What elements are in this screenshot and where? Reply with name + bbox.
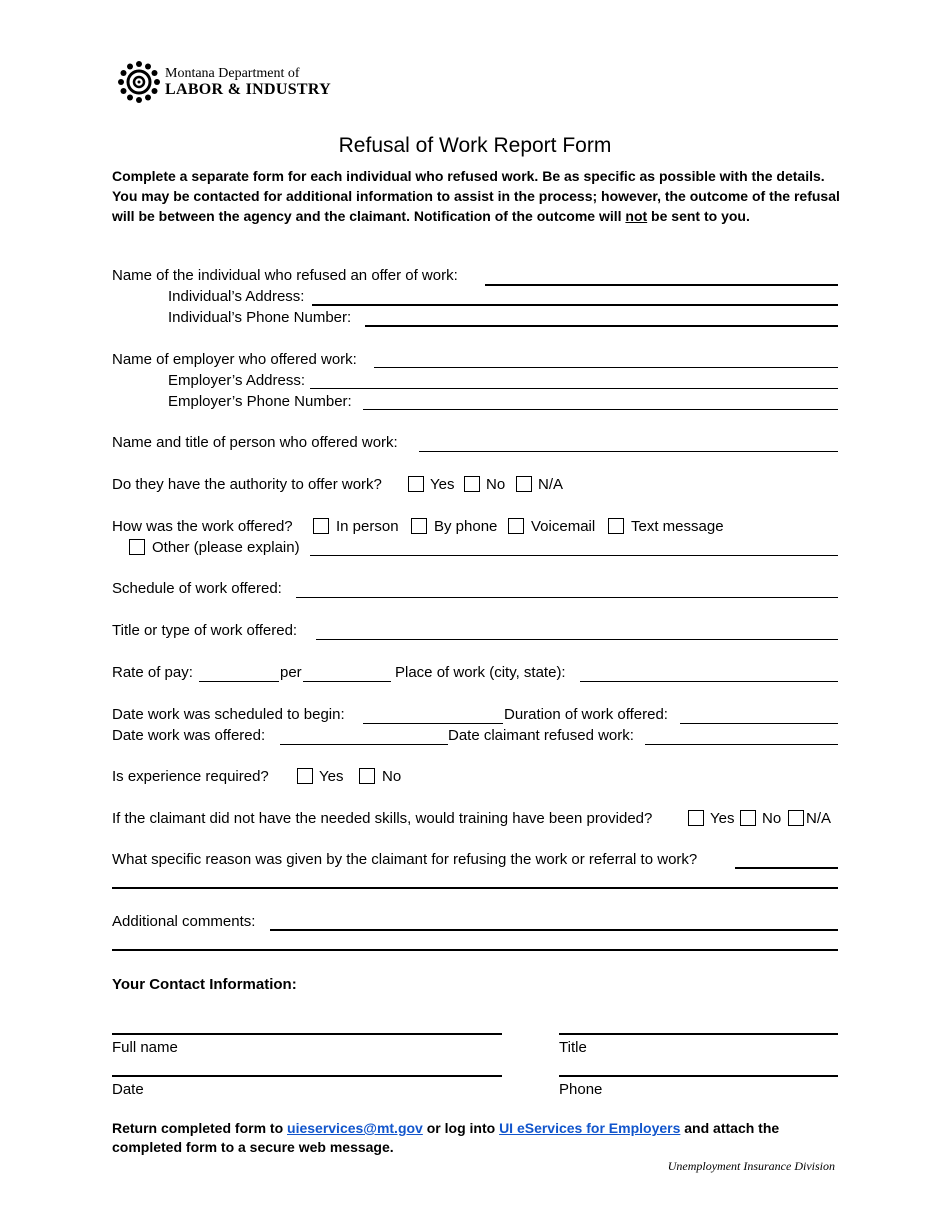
eservices-link[interactable]: UI eServices for Employers <box>499 1120 681 1136</box>
duration-field[interactable] <box>680 723 838 724</box>
in-person-checkbox[interactable] <box>313 518 329 534</box>
date-refused-field[interactable] <box>645 744 838 745</box>
text-message-checkbox[interactable] <box>608 518 624 534</box>
date-refused-label: Date claimant refused work: <box>448 727 634 744</box>
title-type-field[interactable] <box>316 639 838 640</box>
email-link[interactable]: uieservices@mt.gov <box>287 1120 423 1136</box>
authority-no-checkbox[interactable] <box>464 476 480 492</box>
training-no-label: No <box>762 810 782 827</box>
other-explain-field[interactable] <box>310 555 838 556</box>
title-type-label: Title or type of work offered: <box>112 622 298 639</box>
authority-yes-checkbox[interactable] <box>408 476 424 492</box>
other-checkbox[interactable] <box>129 539 145 555</box>
footer-text-2: or log into <box>422 1120 500 1136</box>
individual-address-field[interactable] <box>312 304 838 306</box>
footer-instructions <box>112 1119 842 1157</box>
page-title: Refusal of Work Report Form <box>338 134 612 157</box>
intro-text-1: Complete a separate form for each individual who refused work. Be as specific as possible with the details. You may be contacted for additional information to assist in the process; however, the outcome of the refusal will be between the agency and the claimant. Notification of the outcome will <box>112 168 840 224</box>
voicemail-label: Voicemail <box>531 518 596 535</box>
voicemail-checkbox[interactable] <box>508 518 524 534</box>
phone-field[interactable] <box>559 1075 838 1077</box>
department-seal-icon <box>115 60 163 104</box>
logo <box>115 60 163 104</box>
date-field[interactable] <box>112 1075 502 1077</box>
per-label: per <box>280 664 302 681</box>
employer-address-field[interactable] <box>310 388 838 389</box>
place-of-work-label: Place of work (city, state): <box>395 664 566 681</box>
authority-na-checkbox[interactable] <box>516 476 532 492</box>
employer-phone-field[interactable] <box>363 409 838 410</box>
offerer-name-title-field[interactable] <box>419 451 838 452</box>
duration-label: Duration of work offered: <box>504 706 668 723</box>
other-label: Other (please explain) <box>152 539 300 556</box>
title-field[interactable] <box>559 1033 838 1035</box>
per-field[interactable] <box>303 681 391 682</box>
authority-no-label: No <box>486 476 506 493</box>
reason-field-line-2[interactable] <box>112 887 838 889</box>
training-na-checkbox[interactable] <box>788 810 804 826</box>
reason-field[interactable] <box>735 867 838 869</box>
individual-name-field[interactable] <box>485 284 838 286</box>
training-na-label: N/A <box>806 810 832 827</box>
date-label: Date <box>112 1081 144 1098</box>
additional-comments-label: Additional comments: <box>112 913 256 930</box>
authority-question: Do they have the authority to offer work? <box>112 476 382 493</box>
place-of-work-field[interactable] <box>580 681 838 682</box>
rate-of-pay-label: Rate of pay: <box>112 664 193 681</box>
title-label: Title <box>559 1039 587 1056</box>
employer-name-label: Name of employer who offered work: <box>112 351 357 368</box>
experience-yes-label: Yes <box>319 768 344 785</box>
training-no-checkbox[interactable] <box>740 810 756 826</box>
offerer-name-title-label: Name and title of person who offered work: <box>112 434 398 451</box>
footer-text-3: and attach the completed form to a secure web message. <box>112 1120 780 1155</box>
training-yes-label: Yes <box>710 810 735 827</box>
additional-comments-field[interactable] <box>270 929 838 931</box>
date-offered-label: Date work was offered: <box>112 727 266 744</box>
additional-comments-field-line-2[interactable] <box>112 949 838 951</box>
date-begin-label: Date work was scheduled to begin: <box>112 706 345 723</box>
footer-text-1: Return completed form to <box>112 1120 288 1136</box>
intro-emphasis: not <box>625 208 648 224</box>
experience-question: Is experience required? <box>112 768 269 785</box>
date-offered-field[interactable] <box>280 744 448 745</box>
individual-address-label: Individual’s Address: <box>168 288 305 305</box>
experience-no-label: No <box>382 768 402 785</box>
employer-phone-label: Employer’s Phone Number: <box>168 393 352 410</box>
division-name: Unemployment Insurance Division <box>667 1159 835 1173</box>
reason-question: What specific reason was given by the claimant for refusing the work or referral to work? <box>112 851 698 868</box>
schedule-label: Schedule of work offered: <box>112 580 282 597</box>
experience-yes-checkbox[interactable] <box>297 768 313 784</box>
employer-name-field[interactable] <box>374 367 838 368</box>
experience-no-checkbox[interactable] <box>359 768 375 784</box>
by-phone-label: By phone <box>434 518 498 535</box>
training-yes-checkbox[interactable] <box>688 810 704 826</box>
intro-paragraph <box>112 166 842 226</box>
rate-of-pay-field[interactable] <box>199 681 279 682</box>
employer-address-label: Employer’s Address: <box>168 372 306 389</box>
intro-text-2: be sent to you. <box>647 208 750 224</box>
individual-phone-label: Individual’s Phone Number: <box>168 309 352 326</box>
full-name-label: Full name <box>112 1039 178 1056</box>
logo-line-1: Montana Department of <box>165 66 300 81</box>
by-phone-checkbox[interactable] <box>411 518 427 534</box>
schedule-field[interactable] <box>296 597 838 598</box>
how-offered-question: How was the work offered? <box>112 518 293 535</box>
in-person-label: In person <box>336 518 399 535</box>
training-question: If the claimant did not have the needed skills, would training have been provided? <box>112 810 653 827</box>
text-message-label: Text message <box>631 518 724 535</box>
individual-phone-field[interactable] <box>365 325 838 327</box>
individual-name-label: Name of the individual who refused an offer of work: <box>112 267 458 284</box>
full-name-field[interactable] <box>112 1033 502 1035</box>
contact-heading: Your Contact Information: <box>112 976 297 993</box>
authority-na-label: N/A <box>538 476 564 493</box>
logo-line-2: LABOR & INDUSTRY <box>165 81 332 98</box>
authority-yes-label: Yes <box>430 476 455 493</box>
date-begin-field[interactable] <box>363 723 503 724</box>
phone-label: Phone <box>559 1081 603 1098</box>
